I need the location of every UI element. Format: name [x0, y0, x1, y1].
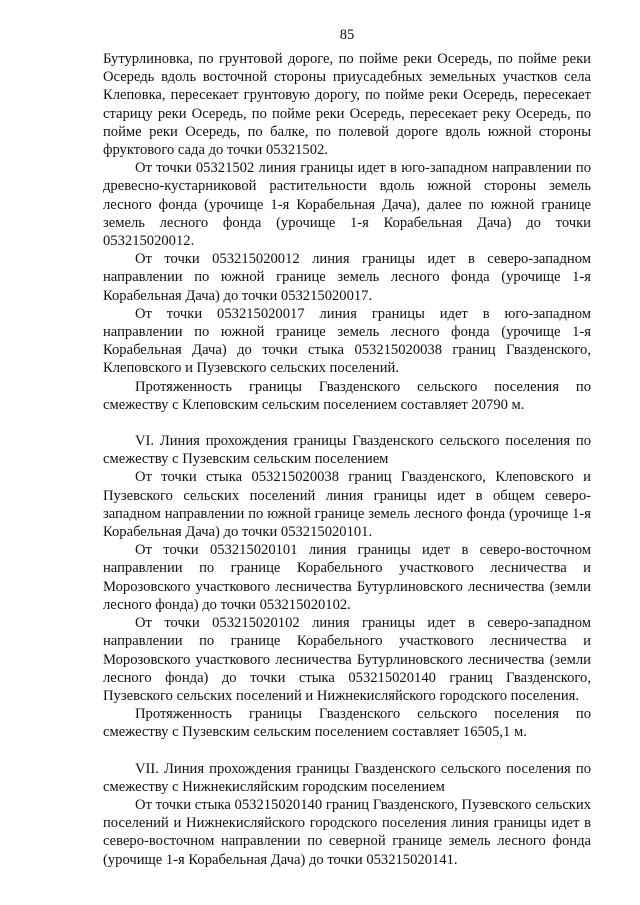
section-heading-vi: VI. Линия прохождения границы Гвазденского сельского поселения по смежеству с Пузевским сельским поселением: [103, 433, 591, 468]
page-number: 85: [339, 27, 355, 43]
paragraph: От точки стыка 053215020140 границ Гвазденского, Пузевского сельских поселений и Нижнекисляйского городского поселения линия границы идет в северо-восточном направлении по северной границе земель лесного фонда (урочище 1-я Корабельная Дача) до точки 053215020141.: [103, 796, 591, 868]
paragraph: От точки 05321502 линия границы идет в юго-западном направлении по древесно-кустарниковой растительности вдоль южной стороны земель лесного фонда (урочище 1-я Корабельная Дача), далее по южной границе земель лесного фонда (урочище 1-я Корабельная Дача) до точки 053215020012.: [103, 160, 591, 250]
section-heading-vii: VII. Линия прохождения границы Гвазденского сельского поселения по смежеству с Нижнекисляйским городским поселением: [103, 760, 591, 795]
paragraph: Протяженность границы Гвазденского сельского поселения по смежеству с Пузевским сельским поселением составляет 16505,1 м.: [103, 706, 591, 741]
paragraph: От точки 053215020012 линия границы идет в северо-западном направлении по южной границе земель лесного фонда (урочище 1-я Корабельная Дача) до точки 053215020017.: [103, 251, 591, 304]
paragraph: От точки 053215020102 линия границы идет в северо-западном направлении по границе Корабельного участкового лесничества и Морозовского участкового лесничества Бутурлиновского лесничества (земли лесного фонда) до точки стыка 053215020140 границ Гвазденского, Пузевского сельских поселений и Нижнекисляйского городского поселения.: [103, 615, 591, 704]
section-spacer: [103, 414, 591, 432]
paragraph: От точки 053215020101 линия границы идет в северо-восточном направлении по границе Корабельного участкового лесничества и Морозовского участкового лесничества Бутурлиновского лесничества (земли лесного фонда) до точки 053215020102.: [103, 542, 591, 613]
document-body: [103, 50, 591, 869]
paragraph: От точки 053215020017 линия границы идет в юго-западном направлении по южной границе земель лесного фонда (урочище 1-я Корабельная Дача) до точки стыка 053215020038 границ Гвазденского, Клеповского и Пузевского сельских поселений.: [103, 305, 591, 377]
paragraph-continuation: Бутурлиновка, по грунтовой дороге, по пойме реки Осередь, по пойме реки Осередь вдоль восточной стороны приусадебных земельных участков села Клеповка, пересекает грунтовую дорогу, по пойме реки Осередь, пересекает старицу реки Осередь, по пойме реки Осередь, пересекает реку Осередь, по пойме реки Осередь, по балке, по полевой дороге вдоль южной стороны фруктового сада до точки 05321502.: [103, 51, 591, 159]
paragraph: Протяженность границы Гвазденского сельского поселения по смежеству с Клеповским сельским поселением составляет 20790 м.: [103, 378, 591, 413]
section-spacer: [103, 742, 591, 760]
paragraph: От точки стыка 053215020038 границ Гвазденского, Клеповского и Пузевского сельских поселений линия границы идет в общем северо-западном направлении по южной границе земель лесного фонда (урочище 1-я Корабельная Дача) до точки 053215020101.: [103, 469, 591, 541]
